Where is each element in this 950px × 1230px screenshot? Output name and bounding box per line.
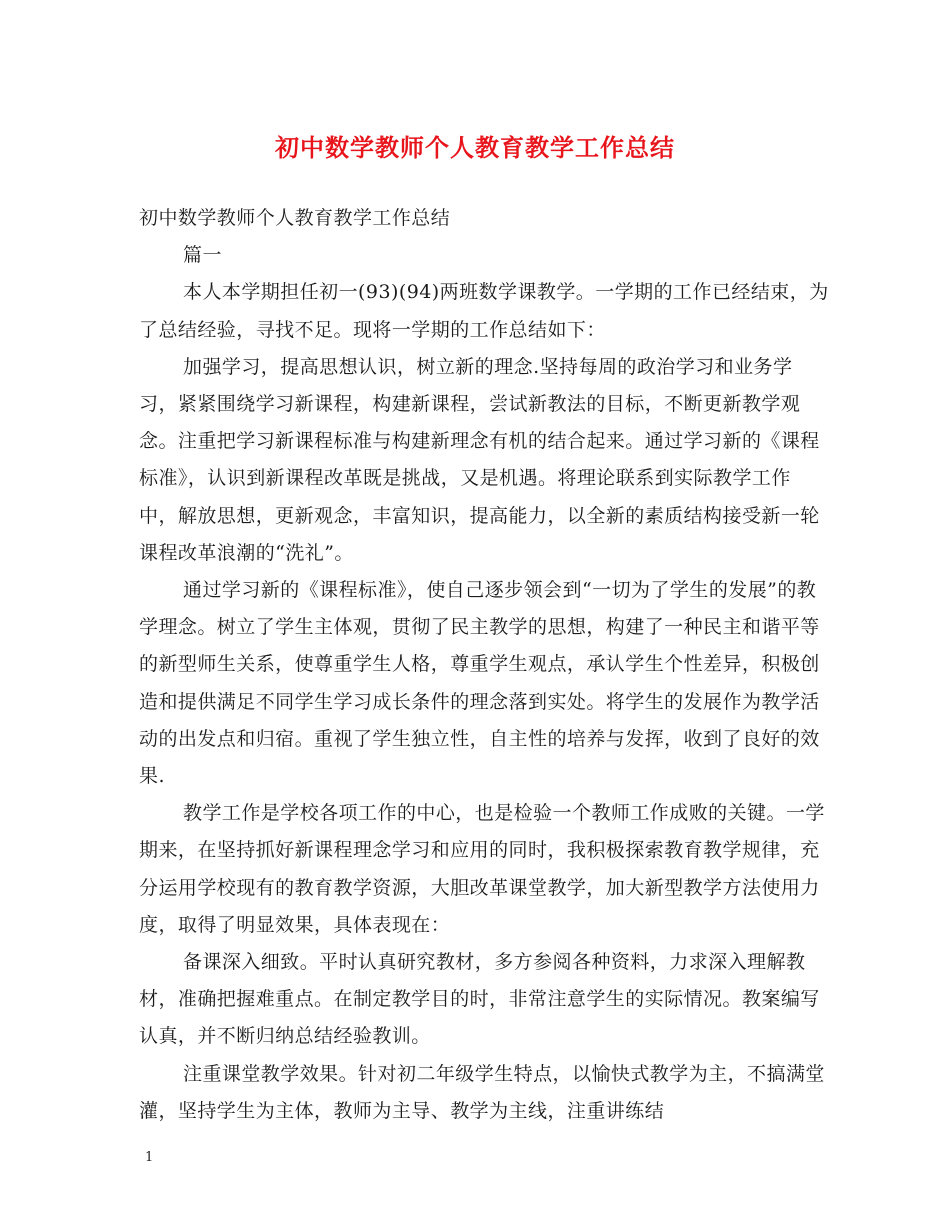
paragraph-1: 本人本学期担任初一(93)(94)两班数学课教学。一学期的工作已经结束，为了总结经验，寻找不足。现将一学期的工作总结如下：: [139, 281, 829, 341]
paragraph-5: 备课深入细致。平时认真研究教材，多方参阅各种资料，力求深入理解教材，准确把握难重点。在制定教学目的时，非常注意学生的实际情况。教案编写认真，并不断归纳总结经验教训。: [139, 951, 820, 1048]
paragraph-4: 教学工作是学校各项工作的中心，也是检验一个教师工作成败的关键。一学期来，在坚持抓好新课程理念学习和应用的同时，我积极探索教育教学规律，充分运用学校现有的教育教学资源，大胆改革课堂教学，加大新型教学方法使用力度，取得了明显效果，具体表现在：: [139, 802, 825, 936]
document-title: 初中数学教师个人教育教学工作总结: [275, 134, 675, 162]
document-body: [139, 200, 829, 1130]
page-number: 1: [145, 1150, 154, 1165]
document-subtitle: 初中数学教师个人教育教学工作总结: [139, 207, 451, 229]
paragraph-3: 通过学习新的《课程标准》，使自己逐步领会到“一切为了学生的发展”的教学理念。树立了学生主体观，贯彻了民主教学的思想，构建了一种民主和谐平等的新型师生关系，使尊重学生人格，尊重学生观点，承认学生个性差异，积极创造和提供满足不同学生学习成长条件的理念落到实处。将学生的发展作为教学活动的出发点和归宿。重视了学生独立性，自主性的培养与发挥，收到了良好的效果.: [139, 579, 820, 788]
paragraph-2: 加强学习，提高思想认识，树立新的理念.坚持每周的政治学习和业务学习，紧紧围绕学习新课程，构建新课程，尝试新教法的目标，不断更新教学观念。注重把学习新课程标准与构建新理念有机的结合起来。通过学习新的《课程标准》，认识到新课程改革既是挑战，又是机遇。将理论联系到实际教学工作中，解放思想，更新观念，丰富知识，提高能力，以全新的素质结构接受新一轮课程改革浪潮的“洗礼”。: [139, 355, 820, 564]
paragraph-6: 注重课堂教学效果。针对初二年级学生特点，以愉快式教学为主，不搞满堂灌，坚持学生为主体，教师为主导、教学为主线，注重讲练结: [139, 1062, 825, 1122]
section-label: 篇一: [183, 244, 222, 267]
